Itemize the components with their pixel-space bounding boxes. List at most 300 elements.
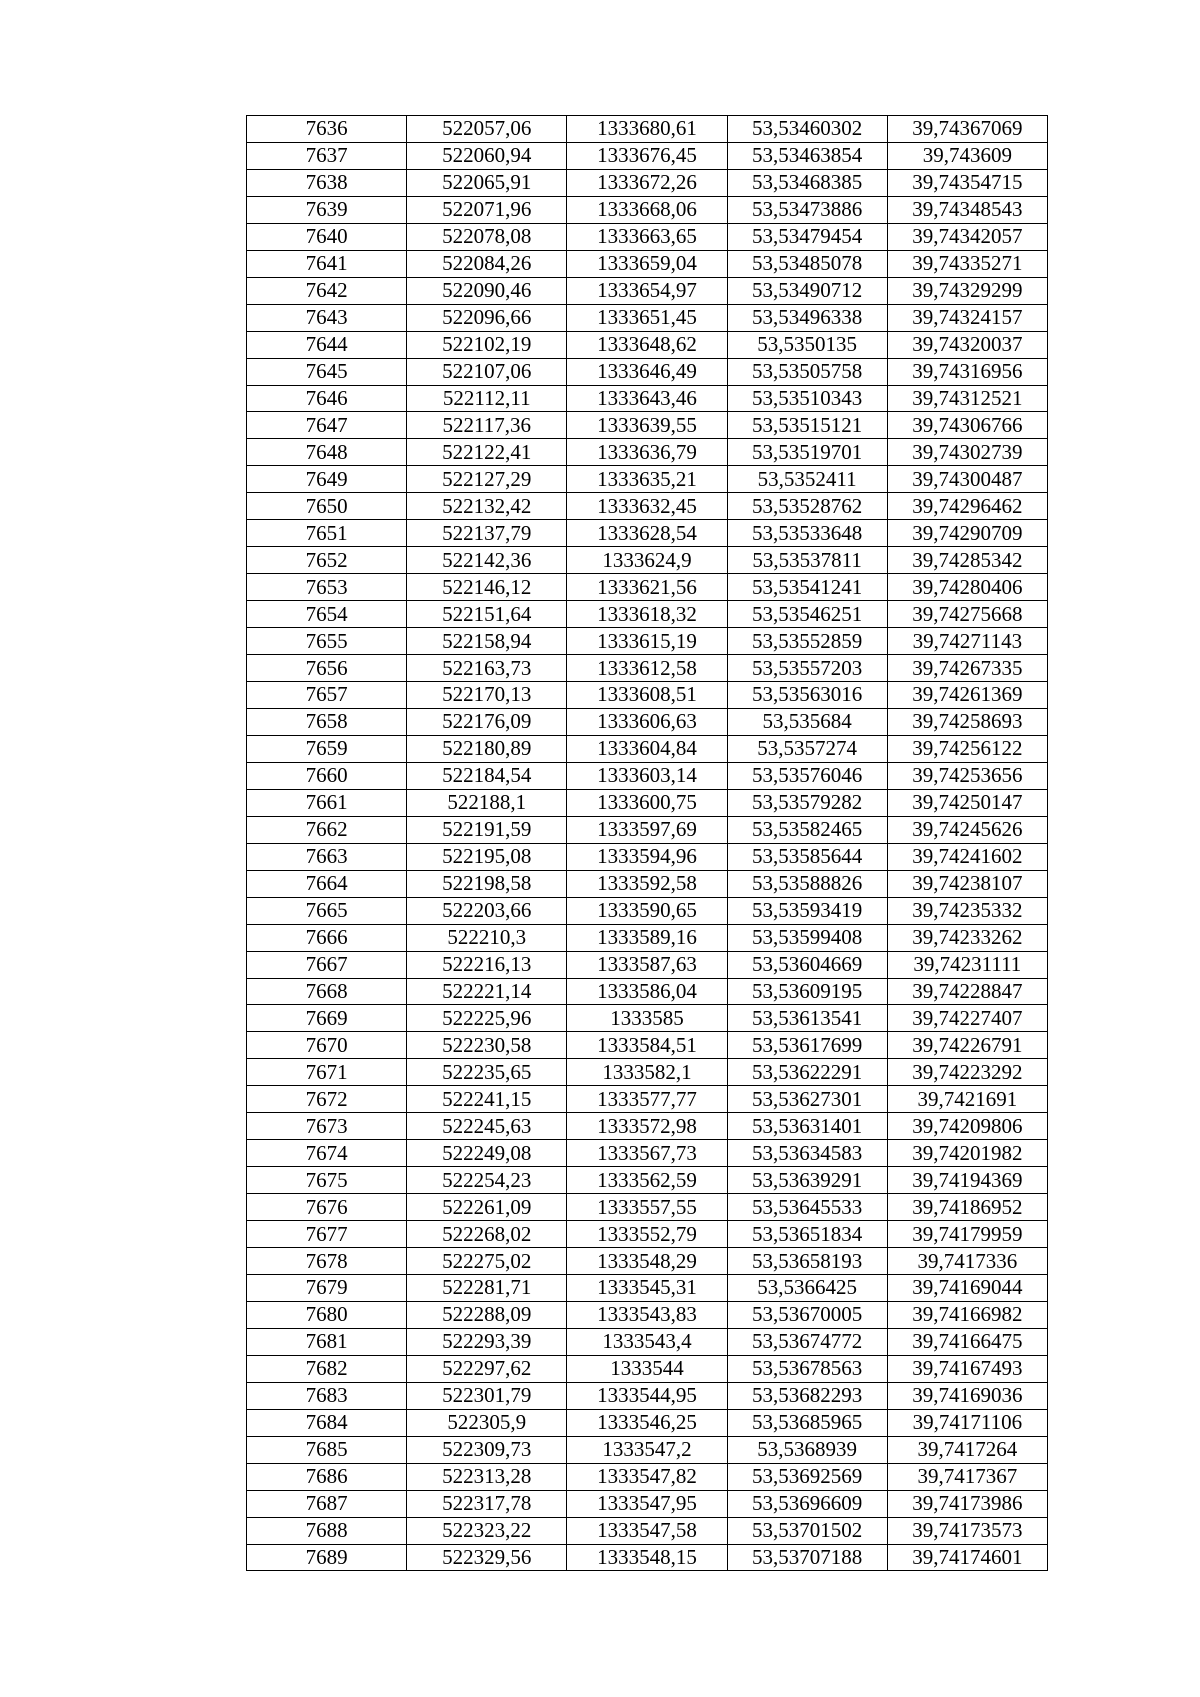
x-coordinate-cell: 522297,62 [407, 1355, 567, 1382]
table-row [247, 358, 1048, 385]
point-number-cell: 7641 [247, 250, 407, 277]
table-row [247, 304, 1048, 331]
latitude-cell: 53,53622291 [727, 1059, 887, 1086]
table-row [247, 682, 1048, 709]
y-coordinate-cell: 1333639,55 [567, 412, 727, 439]
latitude-cell: 53,53701502 [727, 1517, 887, 1544]
latitude-cell: 53,53670005 [727, 1301, 887, 1328]
table-row [247, 1436, 1048, 1463]
latitude-cell: 53,53678563 [727, 1355, 887, 1382]
x-coordinate-cell: 522249,08 [407, 1140, 567, 1167]
y-coordinate-cell: 1333543,4 [567, 1328, 727, 1355]
longitude-cell: 39,74275668 [887, 601, 1047, 628]
table-row [247, 735, 1048, 762]
x-coordinate-cell: 522329,56 [407, 1544, 567, 1571]
x-coordinate-cell: 522305,9 [407, 1409, 567, 1436]
longitude-cell: 39,74342057 [887, 223, 1047, 250]
point-number-cell: 7649 [247, 466, 407, 493]
x-coordinate-cell: 522268,02 [407, 1221, 567, 1248]
x-coordinate-cell: 522254,23 [407, 1167, 567, 1194]
point-number-cell: 7645 [247, 358, 407, 385]
x-coordinate-cell: 522084,26 [407, 250, 567, 277]
point-number-cell: 7647 [247, 412, 407, 439]
y-coordinate-cell: 1333562,59 [567, 1167, 727, 1194]
table-row [247, 277, 1048, 304]
longitude-cell: 39,7421691 [887, 1086, 1047, 1113]
x-coordinate-cell: 522163,73 [407, 655, 567, 682]
latitude-cell: 53,53696609 [727, 1490, 887, 1517]
x-coordinate-cell: 522127,29 [407, 466, 567, 493]
latitude-cell: 53,53485078 [727, 250, 887, 277]
table-row [247, 1301, 1048, 1328]
y-coordinate-cell: 1333552,79 [567, 1221, 727, 1248]
longitude-cell: 39,74354715 [887, 169, 1047, 196]
latitude-cell: 53,53546251 [727, 601, 887, 628]
y-coordinate-cell: 1333635,21 [567, 466, 727, 493]
point-number-cell: 7644 [247, 331, 407, 358]
table-row [247, 1221, 1048, 1248]
longitude-cell: 39,74256122 [887, 735, 1047, 762]
table-row [247, 385, 1048, 412]
table-row [247, 628, 1048, 655]
latitude-cell: 53,53604669 [727, 951, 887, 978]
latitude-cell: 53,53479454 [727, 223, 887, 250]
longitude-cell: 39,74173573 [887, 1517, 1047, 1544]
x-coordinate-cell: 522170,13 [407, 682, 567, 709]
longitude-cell: 39,7417336 [887, 1248, 1047, 1275]
point-number-cell: 7638 [247, 169, 407, 196]
table-row [247, 1005, 1048, 1032]
table-row [247, 816, 1048, 843]
point-number-cell: 7646 [247, 385, 407, 412]
y-coordinate-cell: 1333548,15 [567, 1544, 727, 1571]
y-coordinate-cell: 1333606,63 [567, 708, 727, 735]
latitude-cell: 53,53460302 [727, 116, 887, 143]
latitude-cell: 53,53533648 [727, 520, 887, 547]
x-coordinate-cell: 522146,12 [407, 574, 567, 601]
table-row [247, 1409, 1048, 1436]
latitude-cell: 53,5352411 [727, 466, 887, 493]
longitude-cell: 39,74169044 [887, 1274, 1047, 1301]
point-number-cell: 7673 [247, 1113, 407, 1140]
y-coordinate-cell: 1333651,45 [567, 304, 727, 331]
x-coordinate-cell: 522071,96 [407, 196, 567, 223]
y-coordinate-cell: 1333604,84 [567, 735, 727, 762]
y-coordinate-cell: 1333654,97 [567, 277, 727, 304]
point-number-cell: 7669 [247, 1005, 407, 1032]
table-row [247, 708, 1048, 735]
latitude-cell: 53,53651834 [727, 1221, 887, 1248]
longitude-cell: 39,74367069 [887, 116, 1047, 143]
y-coordinate-cell: 1333672,26 [567, 169, 727, 196]
table-row [247, 412, 1048, 439]
longitude-cell: 39,74300487 [887, 466, 1047, 493]
longitude-cell: 39,74258693 [887, 708, 1047, 735]
longitude-cell: 39,74228847 [887, 978, 1047, 1005]
x-coordinate-cell: 522275,02 [407, 1248, 567, 1275]
x-coordinate-cell: 522158,94 [407, 628, 567, 655]
table-row [247, 1140, 1048, 1167]
table-row [247, 870, 1048, 897]
point-number-cell: 7677 [247, 1221, 407, 1248]
point-number-cell: 7686 [247, 1463, 407, 1490]
longitude-cell: 39,74171106 [887, 1409, 1047, 1436]
x-coordinate-cell: 522203,66 [407, 897, 567, 924]
point-number-cell: 7637 [247, 142, 407, 169]
latitude-cell: 53,53613541 [727, 1005, 887, 1032]
longitude-cell: 39,74253656 [887, 762, 1047, 789]
longitude-cell: 39,74302739 [887, 439, 1047, 466]
latitude-cell: 53,53674772 [727, 1328, 887, 1355]
y-coordinate-cell: 1333544,95 [567, 1382, 727, 1409]
x-coordinate-cell: 522230,58 [407, 1032, 567, 1059]
point-number-cell: 7658 [247, 708, 407, 735]
latitude-cell: 53,53552859 [727, 628, 887, 655]
latitude-cell: 53,53617699 [727, 1032, 887, 1059]
y-coordinate-cell: 1333597,69 [567, 816, 727, 843]
x-coordinate-cell: 522293,39 [407, 1328, 567, 1355]
longitude-cell: 39,74169036 [887, 1382, 1047, 1409]
latitude-cell: 53,53579282 [727, 789, 887, 816]
latitude-cell: 53,53582465 [727, 816, 887, 843]
point-number-cell: 7670 [247, 1032, 407, 1059]
y-coordinate-cell: 1333546,25 [567, 1409, 727, 1436]
x-coordinate-cell: 522313,28 [407, 1463, 567, 1490]
longitude-cell: 39,74227407 [887, 1005, 1047, 1032]
longitude-cell: 39,74290709 [887, 520, 1047, 547]
longitude-cell: 39,74316956 [887, 358, 1047, 385]
y-coordinate-cell: 1333618,32 [567, 601, 727, 628]
point-number-cell: 7636 [247, 116, 407, 143]
x-coordinate-cell: 522281,71 [407, 1274, 567, 1301]
longitude-cell: 39,74233262 [887, 924, 1047, 951]
y-coordinate-cell: 1333590,65 [567, 897, 727, 924]
point-number-cell: 7678 [247, 1248, 407, 1275]
y-coordinate-cell: 1333608,51 [567, 682, 727, 709]
y-coordinate-cell: 1333676,45 [567, 142, 727, 169]
point-number-cell: 7659 [247, 735, 407, 762]
y-coordinate-cell: 1333584,51 [567, 1032, 727, 1059]
y-coordinate-cell: 1333582,1 [567, 1059, 727, 1086]
longitude-cell: 39,74235332 [887, 897, 1047, 924]
x-coordinate-cell: 522151,64 [407, 601, 567, 628]
longitude-cell: 39,74241602 [887, 843, 1047, 870]
table-row [247, 1328, 1048, 1355]
longitude-cell: 39,74296462 [887, 493, 1047, 520]
point-number-cell: 7639 [247, 196, 407, 223]
point-number-cell: 7651 [247, 520, 407, 547]
y-coordinate-cell: 1333586,04 [567, 978, 727, 1005]
longitude-cell: 39,74245626 [887, 816, 1047, 843]
table-row [247, 1382, 1048, 1409]
table-row [247, 1355, 1048, 1382]
latitude-cell: 53,53528762 [727, 493, 887, 520]
longitude-cell: 39,74348543 [887, 196, 1047, 223]
y-coordinate-cell: 1333648,62 [567, 331, 727, 358]
point-number-cell: 7657 [247, 682, 407, 709]
x-coordinate-cell: 522065,91 [407, 169, 567, 196]
table-row [247, 439, 1048, 466]
table-row [247, 547, 1048, 574]
latitude-cell: 53,53639291 [727, 1167, 887, 1194]
longitude-cell: 39,74250147 [887, 789, 1047, 816]
latitude-cell: 53,5357274 [727, 735, 887, 762]
longitude-cell: 39,74166982 [887, 1301, 1047, 1328]
x-coordinate-cell: 522107,06 [407, 358, 567, 385]
latitude-cell: 53,53576046 [727, 762, 887, 789]
table-row [247, 1032, 1048, 1059]
y-coordinate-cell: 1333680,61 [567, 116, 727, 143]
longitude-cell: 39,74201982 [887, 1140, 1047, 1167]
x-coordinate-cell: 522210,3 [407, 924, 567, 951]
x-coordinate-cell: 522317,78 [407, 1490, 567, 1517]
y-coordinate-cell: 1333628,54 [567, 520, 727, 547]
table-row [247, 843, 1048, 870]
longitude-cell: 39,74335271 [887, 250, 1047, 277]
y-coordinate-cell: 1333612,58 [567, 655, 727, 682]
longitude-cell: 39,74231111 [887, 951, 1047, 978]
point-number-cell: 7648 [247, 439, 407, 466]
table-row [247, 897, 1048, 924]
latitude-cell: 53,53468385 [727, 169, 887, 196]
table-row [247, 169, 1048, 196]
x-coordinate-cell: 522195,08 [407, 843, 567, 870]
x-coordinate-cell: 522057,06 [407, 116, 567, 143]
y-coordinate-cell: 1333548,29 [567, 1248, 727, 1275]
y-coordinate-cell: 1333557,55 [567, 1194, 727, 1221]
point-number-cell: 7687 [247, 1490, 407, 1517]
point-number-cell: 7681 [247, 1328, 407, 1355]
table-row [247, 655, 1048, 682]
x-coordinate-cell: 522198,58 [407, 870, 567, 897]
latitude-cell: 53,5350135 [727, 331, 887, 358]
table-row [247, 223, 1048, 250]
point-number-cell: 7672 [247, 1086, 407, 1113]
y-coordinate-cell: 1333659,04 [567, 250, 727, 277]
latitude-cell: 53,53515121 [727, 412, 887, 439]
point-number-cell: 7640 [247, 223, 407, 250]
point-number-cell: 7668 [247, 978, 407, 1005]
y-coordinate-cell: 1333585 [567, 1005, 727, 1032]
point-number-cell: 7650 [247, 493, 407, 520]
latitude-cell: 53,53537811 [727, 547, 887, 574]
y-coordinate-cell: 1333624,9 [567, 547, 727, 574]
latitude-cell: 53,53682293 [727, 1382, 887, 1409]
x-coordinate-cell: 522221,14 [407, 978, 567, 1005]
x-coordinate-cell: 522137,79 [407, 520, 567, 547]
point-number-cell: 7679 [247, 1274, 407, 1301]
table-row [247, 574, 1048, 601]
point-number-cell: 7643 [247, 304, 407, 331]
y-coordinate-cell: 1333545,31 [567, 1274, 727, 1301]
x-coordinate-cell: 522241,15 [407, 1086, 567, 1113]
table-row [247, 116, 1048, 143]
longitude-cell: 39,74179959 [887, 1221, 1047, 1248]
x-coordinate-cell: 522188,1 [407, 789, 567, 816]
x-coordinate-cell: 522245,63 [407, 1113, 567, 1140]
longitude-cell: 39,74271143 [887, 628, 1047, 655]
table-row [247, 951, 1048, 978]
x-coordinate-cell: 522261,09 [407, 1194, 567, 1221]
x-coordinate-cell: 522142,36 [407, 547, 567, 574]
y-coordinate-cell: 1333615,19 [567, 628, 727, 655]
latitude-cell: 53,53490712 [727, 277, 887, 304]
table-row [247, 1167, 1048, 1194]
point-number-cell: 7689 [247, 1544, 407, 1571]
latitude-cell: 53,5368939 [727, 1436, 887, 1463]
latitude-cell: 53,53627301 [727, 1086, 887, 1113]
latitude-cell: 53,53692569 [727, 1463, 887, 1490]
latitude-cell: 53,53463854 [727, 142, 887, 169]
latitude-cell: 53,53609195 [727, 978, 887, 1005]
point-number-cell: 7660 [247, 762, 407, 789]
longitude-cell: 39,74329299 [887, 277, 1047, 304]
latitude-cell: 53,535684 [727, 708, 887, 735]
y-coordinate-cell: 1333547,82 [567, 1463, 727, 1490]
point-number-cell: 7682 [247, 1355, 407, 1382]
point-number-cell: 7674 [247, 1140, 407, 1167]
x-coordinate-cell: 522117,36 [407, 412, 567, 439]
table-row [247, 466, 1048, 493]
latitude-cell: 53,53519701 [727, 439, 887, 466]
latitude-cell: 53,53496338 [727, 304, 887, 331]
coordinates-table-body [247, 116, 1048, 1571]
x-coordinate-cell: 522096,66 [407, 304, 567, 331]
x-coordinate-cell: 522102,19 [407, 331, 567, 358]
y-coordinate-cell: 1333636,79 [567, 439, 727, 466]
coordinates-table [246, 115, 1048, 1571]
longitude-cell: 39,74267335 [887, 655, 1047, 682]
longitude-cell: 39,74174601 [887, 1544, 1047, 1571]
point-number-cell: 7676 [247, 1194, 407, 1221]
longitude-cell: 39,74223292 [887, 1059, 1047, 1086]
point-number-cell: 7642 [247, 277, 407, 304]
y-coordinate-cell: 1333643,46 [567, 385, 727, 412]
y-coordinate-cell: 1333567,73 [567, 1140, 727, 1167]
point-number-cell: 7665 [247, 897, 407, 924]
point-number-cell: 7656 [247, 655, 407, 682]
longitude-cell: 39,74306766 [887, 412, 1047, 439]
y-coordinate-cell: 1333547,95 [567, 1490, 727, 1517]
point-number-cell: 7664 [247, 870, 407, 897]
y-coordinate-cell: 1333544 [567, 1355, 727, 1382]
table-row [247, 1517, 1048, 1544]
point-number-cell: 7688 [247, 1517, 407, 1544]
table-row [247, 789, 1048, 816]
table-row [247, 493, 1048, 520]
longitude-cell: 39,743609 [887, 142, 1047, 169]
longitude-cell: 39,74194369 [887, 1167, 1047, 1194]
latitude-cell: 53,53541241 [727, 574, 887, 601]
latitude-cell: 53,53599408 [727, 924, 887, 951]
table-row [247, 1544, 1048, 1571]
point-number-cell: 7661 [247, 789, 407, 816]
y-coordinate-cell: 1333621,56 [567, 574, 727, 601]
latitude-cell: 53,53685965 [727, 1409, 887, 1436]
latitude-cell: 53,5366425 [727, 1274, 887, 1301]
x-coordinate-cell: 522225,96 [407, 1005, 567, 1032]
point-number-cell: 7666 [247, 924, 407, 951]
latitude-cell: 53,53658193 [727, 1248, 887, 1275]
longitude-cell: 39,74261369 [887, 682, 1047, 709]
longitude-cell: 39,74186952 [887, 1194, 1047, 1221]
longitude-cell: 39,74238107 [887, 870, 1047, 897]
point-number-cell: 7654 [247, 601, 407, 628]
table-row [247, 331, 1048, 358]
x-coordinate-cell: 522288,09 [407, 1301, 567, 1328]
point-number-cell: 7683 [247, 1382, 407, 1409]
x-coordinate-cell: 522309,73 [407, 1436, 567, 1463]
table-row [247, 1086, 1048, 1113]
latitude-cell: 53,53505758 [727, 358, 887, 385]
latitude-cell: 53,53645533 [727, 1194, 887, 1221]
latitude-cell: 53,53563016 [727, 682, 887, 709]
longitude-cell: 39,74173986 [887, 1490, 1047, 1517]
y-coordinate-cell: 1333668,06 [567, 196, 727, 223]
x-coordinate-cell: 522216,13 [407, 951, 567, 978]
y-coordinate-cell: 1333600,75 [567, 789, 727, 816]
y-coordinate-cell: 1333589,16 [567, 924, 727, 951]
table-row [247, 250, 1048, 277]
x-coordinate-cell: 522090,46 [407, 277, 567, 304]
y-coordinate-cell: 1333587,63 [567, 951, 727, 978]
x-coordinate-cell: 522176,09 [407, 708, 567, 735]
latitude-cell: 53,53585644 [727, 843, 887, 870]
y-coordinate-cell: 1333592,58 [567, 870, 727, 897]
longitude-cell: 39,74320037 [887, 331, 1047, 358]
x-coordinate-cell: 522191,59 [407, 816, 567, 843]
table-row [247, 1248, 1048, 1275]
latitude-cell: 53,53631401 [727, 1113, 887, 1140]
table-row [247, 978, 1048, 1005]
longitude-cell: 39,74324157 [887, 304, 1047, 331]
latitude-cell: 53,53510343 [727, 385, 887, 412]
latitude-cell: 53,53593419 [727, 897, 887, 924]
table-row [247, 1194, 1048, 1221]
x-coordinate-cell: 522301,79 [407, 1382, 567, 1409]
latitude-cell: 53,53634583 [727, 1140, 887, 1167]
y-coordinate-cell: 1333547,58 [567, 1517, 727, 1544]
table-row [247, 1274, 1048, 1301]
longitude-cell: 39,7417367 [887, 1463, 1047, 1490]
point-number-cell: 7662 [247, 816, 407, 843]
point-number-cell: 7655 [247, 628, 407, 655]
table-row [247, 762, 1048, 789]
longitude-cell: 39,74167493 [887, 1355, 1047, 1382]
table-row [247, 520, 1048, 547]
longitude-cell: 39,74285342 [887, 547, 1047, 574]
table-row [247, 1113, 1048, 1140]
y-coordinate-cell: 1333547,2 [567, 1436, 727, 1463]
table-row [247, 601, 1048, 628]
point-number-cell: 7652 [247, 547, 407, 574]
y-coordinate-cell: 1333577,77 [567, 1086, 727, 1113]
y-coordinate-cell: 1333646,49 [567, 358, 727, 385]
x-coordinate-cell: 522132,42 [407, 493, 567, 520]
latitude-cell: 53,53588826 [727, 870, 887, 897]
y-coordinate-cell: 1333603,14 [567, 762, 727, 789]
longitude-cell: 39,74209806 [887, 1113, 1047, 1140]
longitude-cell: 39,74280406 [887, 574, 1047, 601]
table-row [247, 196, 1048, 223]
latitude-cell: 53,53557203 [727, 655, 887, 682]
longitude-cell: 39,74312521 [887, 385, 1047, 412]
latitude-cell: 53,53707188 [727, 1544, 887, 1571]
y-coordinate-cell: 1333572,98 [567, 1113, 727, 1140]
longitude-cell: 39,74226791 [887, 1032, 1047, 1059]
point-number-cell: 7675 [247, 1167, 407, 1194]
table-row [247, 924, 1048, 951]
